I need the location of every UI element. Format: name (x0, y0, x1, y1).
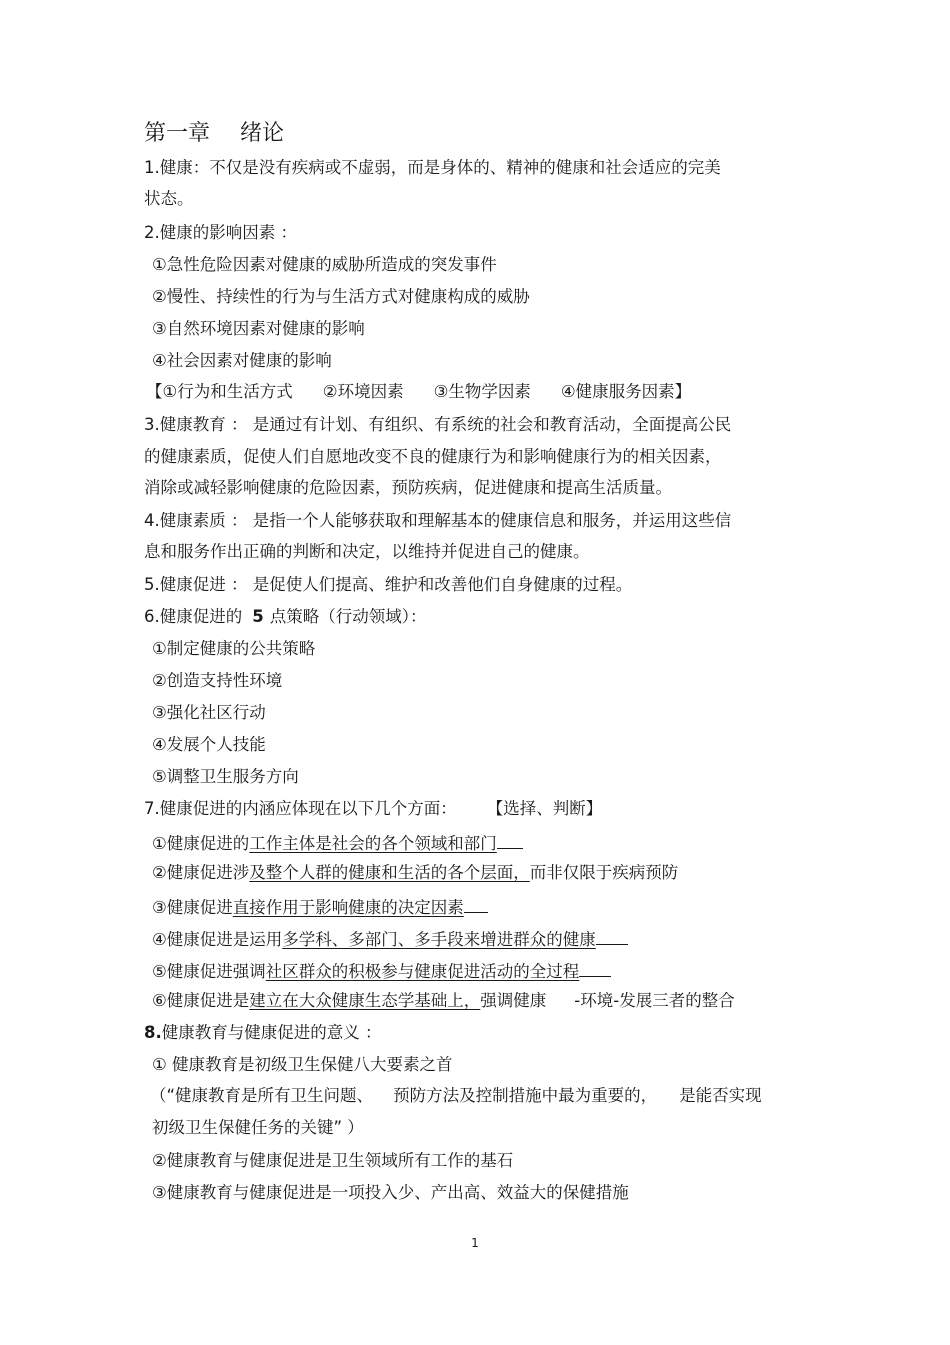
health-education-line-2: 的健康素质，促使人们自愿地改变不良的健康行为和影响健康行为的相关因素， (144, 447, 722, 466)
influencing-factor-item: ①急性危险因素对健康的威胁所造成的突发事件 (152, 255, 497, 274)
connotation-item (152, 862, 678, 884)
factor-category: 【①行为和生活方式 (146, 382, 293, 401)
item-text: ③健康促进 (152, 898, 233, 917)
heading-number: 5 (252, 607, 264, 626)
connotation-heading (144, 798, 602, 820)
factor-category: ④健康服务因素】 (560, 382, 692, 401)
factor-category: ③生物学因素 (433, 382, 531, 401)
underlined-key-point: 建立在大众健康生态学基础上， (249, 991, 481, 1010)
health-education-line-1: 3.健康教育 ： 是通过有计划、有组织、有系统的社会和教育活动，全面提高公民 (144, 415, 732, 434)
significance-item: ②健康教育与健康促进是卫生领域所有工作的基石 (152, 1151, 514, 1170)
factor-categories-note (146, 381, 691, 403)
chapter-number: 第一章 (144, 121, 211, 146)
strategy-item: ④发展个人技能 (152, 735, 266, 754)
item-text: 而非仅限于疾病预防 (529, 863, 679, 882)
significance-quote-line-1 (150, 1085, 762, 1107)
item-text: -环境-发展三者的整合 (574, 991, 735, 1010)
significance-quote-line-2: 初级卫生保健任务的关键” ） (152, 1118, 364, 1137)
five-strategies-heading (144, 606, 426, 628)
connotation-item (152, 958, 611, 983)
significance-item: ③健康教育与健康促进是一项投入少、产出高、效益大的保健措施 (152, 1183, 629, 1202)
quote-text: 预防方法及控制措施中最为重要的， (393, 1086, 658, 1105)
underline-trail (579, 958, 611, 977)
item-text: ①健康促进的 (152, 834, 250, 853)
factor-category: ②环境因素 (322, 382, 404, 401)
influencing-factors-heading: 2.健康的影响因素 ： (144, 223, 297, 242)
connotation-item (152, 894, 488, 919)
item-text: ⑥健康促进是 (152, 991, 250, 1010)
heading-text: 点策略（行动领域）： (269, 607, 427, 626)
chapter-title (144, 120, 284, 148)
item-text: ②健康促进涉 (152, 863, 250, 882)
page-number: 1 (471, 1236, 479, 1250)
strategy-item: ⑤调整卫生服务方向 (152, 767, 299, 786)
item-text: ④健康促进是运用 (152, 930, 283, 949)
underlined-key-point: 工作主体是社会的各个领域和部门 (249, 834, 497, 853)
connotation-item (152, 926, 628, 951)
significance-item: ① 健康教育是初级卫生保健八大要素之首 (152, 1055, 453, 1074)
health-promotion-definition: 5.健康促进 ： 是促使人们提高、维护和改善他们自身健康的过程。 (144, 575, 633, 594)
connotation-item (152, 990, 735, 1012)
health-definition-line-1: 1.健康：不仅是没有疾病或不虚弱，而是身体的、精神的健康和社会适应的完美 (144, 158, 721, 177)
heading-text: 6.健康促进的 (144, 607, 243, 626)
item-text: ⑤健康促进强调 (152, 962, 266, 981)
strategy-item: ①制定健康的公共策略 (152, 639, 316, 658)
chapter-name: 绪论 (240, 121, 285, 146)
health-literacy-line-2: 息和服务作出正确的判断和决定，以维持并促进自己的健康。 (144, 542, 590, 561)
underlined-key-point: 及整个人群的健康和生活的各个层面， (249, 863, 530, 882)
heading-number: 8. (144, 1023, 162, 1042)
strategy-item: ②创造支持性环境 (152, 671, 283, 690)
significance-heading (144, 1022, 382, 1044)
quote-text: （“健康教育是所有卫生问题、 (150, 1086, 374, 1105)
health-literacy-line-1: 4.健康素质 ： 是指一个人能够获取和理解基本的健康信息和服务，并运用这些信 (144, 511, 732, 530)
influencing-factor-item: ③自然环境因素对健康的影响 (152, 319, 365, 338)
underlined-key-point: 直接作用于影响健康的决定因素 (232, 898, 464, 917)
underlined-key-point: 多学科、多部门、多手段来增进群众的健康 (282, 930, 596, 949)
strategy-item: ③强化社区行动 (152, 703, 266, 722)
influencing-factor-item: ④社会因素对健康的影响 (152, 351, 332, 370)
underline-trail (464, 894, 488, 913)
question-type-tag: 【选择、判断】 (486, 799, 603, 818)
heading-text: 健康教育与健康促进的意义 ： (161, 1023, 382, 1042)
quote-text: 是能否实现 (679, 1086, 762, 1105)
underline-trail (497, 830, 523, 849)
health-education-line-3: 消除或减轻影响健康的危险因素，预防疾病，促进健康和提高生活质量。 (144, 478, 672, 497)
underlined-key-point: 社区群众的积极参与健康促进活动的全过程 (265, 962, 580, 981)
item-text: 强调健康 (480, 991, 547, 1010)
influencing-factor-item: ②慢性、持续性的行为与生活方式对健康构成的威胁 (152, 287, 530, 306)
connotation-item (152, 830, 523, 855)
health-definition-line-2: 状态。 (144, 189, 194, 208)
heading-text: 7.健康促进的内涵应体现在以下几个方面： (144, 799, 457, 818)
underline-trail (596, 926, 628, 945)
